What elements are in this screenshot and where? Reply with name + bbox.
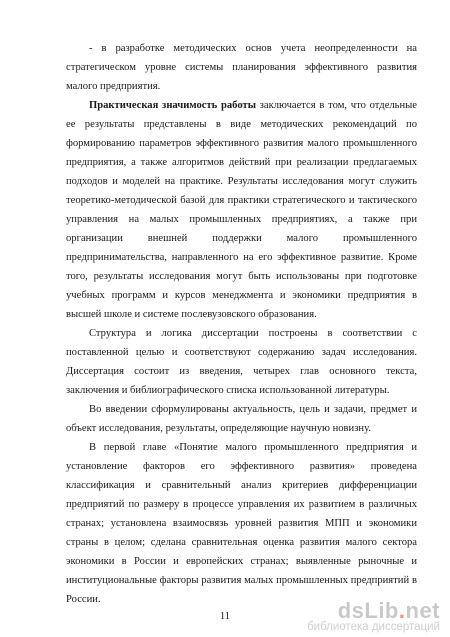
text-line: В первой главе «Понятие малого промышленного предприятия и	[89, 442, 417, 453]
text-line: - в разработке методических основ учета неопределенности на	[89, 43, 417, 54]
text-line: того, результаты исследования могут быть использованы при подготовке	[66, 271, 417, 282]
text-line: Структура и логика диссертации построены в соответствии с	[89, 328, 417, 339]
text-line: управления на малых промышленных предприятиях, а также при	[66, 214, 417, 225]
text-line: учебных программ и курсов менеджмента и экономики предприятия в	[66, 290, 417, 301]
page-number: 11	[219, 611, 231, 622]
watermark-brand: dsLib.net	[337, 598, 440, 623]
text-line: высшей школе и системе послевузовского образования.	[66, 309, 317, 320]
text-line: объект исследования, результаты, определяющие научную новизну.	[66, 423, 371, 434]
text-line: стратегическом уровне системы планирования эффективного развития	[66, 62, 417, 73]
text-line: экономики в России и европейских странах; выявленные рыночные и	[66, 556, 417, 567]
text-line: установление факторов его эффективного развития» проведена	[66, 461, 417, 472]
watermark-subtitle: библиотека диссертаций	[307, 621, 440, 633]
text-line: Во введении сформулированы актуальность, цель и задачи, предмет и	[89, 404, 417, 415]
text-line: предприятия, а также алгоритмов действий при реализации предлагаемых	[66, 157, 417, 168]
text-line: Диссертация состоит из введения, четырех глав основного текста,	[66, 366, 417, 377]
text-line: классификация и сравнительный анализ критериев дифференциации	[66, 480, 417, 491]
text-line: теоретико-методической базой для практики стратегического и тактического	[66, 195, 417, 206]
text-line	[89, 99, 417, 112]
watermark-logo	[280, 598, 440, 633]
text-line: ее результаты представлены в виде методических рекомендаций по	[66, 119, 417, 130]
text-line: заключения и библиографического списка использованной литературы.	[66, 385, 390, 396]
text-line: страны в целом; сделана сравнительная оценка развития малого сектора	[66, 537, 417, 548]
text-line: поставленной целью и соответствуют содержанию задач исследования.	[66, 347, 417, 358]
text-line: предприятий по размеру в процессе управления их развитием в различных	[66, 499, 417, 510]
text-line: странах; установлена взаимосвязь уровней развития МПП и экономики	[66, 518, 417, 529]
text-line: подходов и моделей на практике. Результаты исследования могут служить	[66, 176, 417, 187]
text-line: предпринимательства, направленного на его эффективное развитие. Кроме	[66, 252, 417, 263]
bold-heading: Практическая значимость работы	[89, 100, 256, 111]
text-fragment: заключается в том, что отдельные	[259, 100, 417, 111]
text-line: малого предприятия.	[66, 81, 161, 92]
text-line: формированию параметров эффективного развития малого промышленного	[66, 138, 417, 149]
text-line: организации внешней поддержки малого промышленного	[66, 233, 417, 244]
text-line: России.	[66, 594, 101, 605]
text-line: институциональные факторы развития малых промышленных предприятий в	[66, 575, 417, 586]
